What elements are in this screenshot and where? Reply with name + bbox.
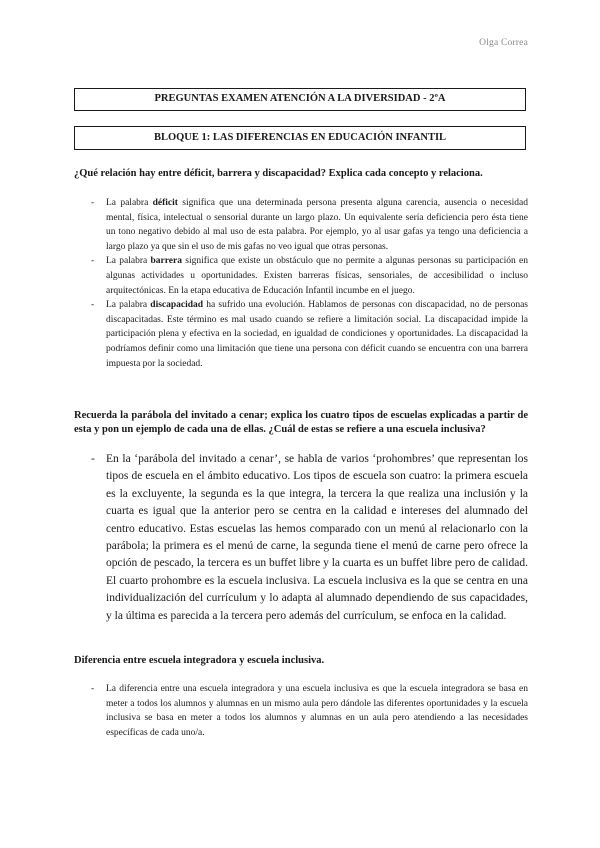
term-discapacidad: discapacidad: [150, 300, 204, 311]
list-item: [74, 298, 528, 371]
question-2: Recuerda la parábola del invitado a cenar; explica los cuatro tipos de escuelas explicadas a partir de esta y pon un ejemplo de cada una de ellas. ¿Cuál de estas se refiere a una escuela inclusiva?: [74, 410, 528, 435]
list-item: [74, 254, 528, 298]
question-section-2: [74, 409, 528, 625]
dash-bullet: -: [91, 300, 95, 311]
list-item: [74, 682, 528, 740]
block-title: BLOQUE 1: LAS DIFERENCIAS EN EDUCACIÓN INFANTIL: [74, 126, 526, 150]
answer-list-2: [74, 451, 528, 625]
question-1: ¿Qué relación hay entre déficit, barrera y discapacidad? Explica cada concepto y relaciona.: [74, 168, 483, 179]
list-item: [74, 196, 528, 254]
item-text-post: significa que una determinada persona presenta alguna carencia, ausencia o necesidad mental, física, intelectual o sensorial durante un largo plazo. Un equivalente sería deficiencia pero ésta tiene un tono negativo debido al mal uso de esta palabra. Por ejemplo, yo al usar gafas ya tengo una deficiencia a largo plazo ya que sin el uso de mis gafas no veo igual que otras personas.: [106, 198, 528, 252]
answer-text: En la ‘parábola del invitado a cenar’, se habla de varios ‘prohombres’ que representan los tipos de escuela en el ámbito educativo. Los tipos de escuela son cuatro: la primera escuela es la excluyente, la segunda es la que integra, la tercera la que realiza una inclusión y la cuarta es igual que la anterior pero se centra en la calidad e intereses del alumnado del centro educativo. Estas escuelas las hemos comparado con un menú al relacionarlo con la parábola; la primera es el menú de carne, la segunda tiene el menú de carne pero ofrece la opción de pescado, la tercera es un buffet libre y la cuarta es un buffet libre pero de calidad. El cuarto prohombre es la escuela inclusiva. La escuela inclusiva es la que se centra en una individualización del currículum y lo adapta al alumnado dependiendo de sus capacidades, y la última es parecida a la tercera pero además del currículum, se enfoca en la calidad.: [106, 453, 528, 622]
list-item: [74, 451, 528, 625]
question-section-1: [74, 167, 528, 371]
item-text-pre: La palabra: [106, 198, 153, 208]
dash-bullet: -: [91, 198, 95, 208]
term-barrera: barrera: [150, 256, 182, 267]
dash-bullet: -: [91, 256, 95, 267]
item-text-pre: La palabra: [106, 256, 151, 267]
question-section-3: [74, 654, 528, 740]
dash-bullet: -: [91, 453, 95, 465]
item-text-post: significa que existe un obstáculo que no permite a algunas personas su participación en algunas actividades u oportunidades. Existen barreras físicas, sensoriales, de accesibilidad o incluso arquitectónicas. En la etapa educativa de Educación Infantil incumbe en el juego.: [106, 256, 528, 296]
term-deficit: déficit: [152, 198, 178, 208]
question-3: Diferencia entre escuela integradora y escuela inclusiva.: [74, 655, 325, 666]
item-text-post: ha sufrido una evolución. Hablamos de personas con discapacidad, no de personas discapacitadas. Este término es mal usado cuando se refiere a limitación social. La discapacidad impide la participación plena y efectiva en la sociedad, en igualdad de condiciones y oportunidades. La discapacidad la podríamos definir como una limitación que tiene una persona con déficit cuando se encuentra con una barrera impuesta por la sociedad.: [106, 300, 528, 369]
exam-title: PREGUNTAS EXAMEN ATENCIÓN A LA DIVERSIDAD - 2ºA: [74, 88, 526, 111]
dash-bullet: -: [91, 684, 95, 694]
answer-text: La diferencia entre una escuela integradora y una escuela inclusiva es que la escuela integradora se basa en meter a todos los alumnos y alumnas en un mismo aula pero dándole las diferentes oportunidades y la escuela inclusiva se basa en meter a todos los alumnos y alumnas en un aula pero atendiendo a las necesidades específicas de cada uno/a.: [106, 684, 528, 738]
answer-list-1: [74, 196, 528, 371]
answer-list-3: [74, 682, 528, 740]
author-name: Olga Correa: [479, 38, 528, 48]
item-text-pre: La palabra: [106, 300, 151, 311]
